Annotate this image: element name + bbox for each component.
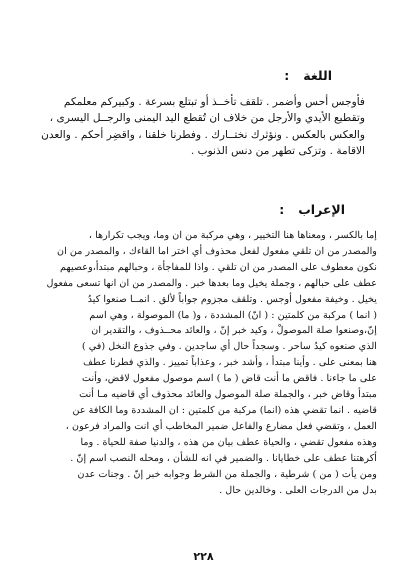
text-line: مبتدأ وقاض خبر ، والجملة صلة الموصول والعائد محذوف أي قاضيه مـا أنت xyxy=(79,389,377,401)
text-line: نكون معطوف على المصدر من ان تلقي . واذا للمفاجأة ، وحبالهم مبتدأ،وعصيهم xyxy=(60,261,377,273)
text-line: قاضيه . انما تقضي هذه (انما) مركبة من كلمتين : ان المشددة وما الكافة عن xyxy=(72,404,377,416)
text-line: إنّ،وصنعوا صلة الموصولْ ، وكيد خبر إنّ ، والعائد محــذوف ، والتقدير ان xyxy=(91,325,377,337)
page-number: ٢٢٨ xyxy=(193,550,214,563)
text-line: ( انما ) مركبة من كلمتين : ( انّ) المشددة ، و( ما) الموصولة ، وهي اسم xyxy=(89,309,377,321)
text-line: بدل من الدرجات العلى . وخالدين حال . xyxy=(219,484,377,496)
irab-paragraph xyxy=(40,228,377,498)
section-heading-lugha xyxy=(284,68,332,83)
heading-colon-lugha: : xyxy=(284,68,290,83)
text-line: العمل ، وتقضي فعل مضارع والفاعل ضمير المخاطب أي انت والمراد فرعون ، xyxy=(65,420,377,432)
text-line: والمصدر من ان تلقي مفعول لفعل محذوف أي اختر اما القاءك ، والمصدر من ان xyxy=(56,245,377,257)
text-line: على ما جاءنا . فاقض ما أنت قاض ( ما ) اسم موصول مفعول لاقض، وأنت xyxy=(82,373,377,385)
heading-colon-irab: : xyxy=(279,202,285,217)
heading-text-irab: الإعراب xyxy=(298,202,345,217)
lugha-paragraph xyxy=(40,94,365,159)
text-line: هنا بمعنى على . وأينا مبتدأ ، وأشد خبر ، وعذاباً تمييز . والذي فطرنا عطف xyxy=(83,357,377,369)
text-line: وتقطيع الأيدي والأرجل من خلاف ان تُقطع اليد اليمنى والرجــل اليسرى ، xyxy=(49,112,365,125)
text-line: يخيل . وخيفة مفعول أوجس . وتلقف مجزوم جواباً لألق . انمــا صنعوا كيدُ xyxy=(87,293,377,305)
text-line: أكرهتنا عطف على خطايانا . والضمير في انه للشأن ، ومحله النصب اسم إنّ . xyxy=(70,452,377,464)
text-line: الذي صنعوه كيدُ ساحر . وسجداً حال أي ساجدين . وفي جذوع النخل (في ) xyxy=(81,341,377,353)
text-line: الاقامة . وتزكى تطهر من دنس الذنوب . xyxy=(190,144,365,157)
text-line: وهذه مفعول تقضي ، والحياة عطف بيان من هذه ، والدنيا صفة للحياة . وما xyxy=(80,436,377,448)
heading-text-lugha: اللغة xyxy=(303,68,332,83)
section-heading-irab xyxy=(279,202,345,217)
text-line: ومن يأت ( من ) شرطية ، والجملة من الشرط وجوابه خبر إنّ . وجنات عدن xyxy=(77,468,377,480)
text-line: فأوجس أحس وأضمر . تلقف تأخــذ أو تبتلع بسرعة . وكبيركم معلمكم xyxy=(63,96,365,108)
text-line: إما بالكسر ، ومعناها هنا التخيير ، وهي مركبة من ان وما، ويجب تكرارها ، xyxy=(88,230,377,241)
text-line: عطف على حبالهم ، وجملة يخيل وما بعدها خبر . والمصدر من ان انها تسعى مفعول xyxy=(46,277,377,289)
text-line: والعكس بالعكس . ونؤثرك نختــارك . وفطرنا خلقنا ، واقضِر أحكم . والعدن xyxy=(41,128,365,141)
